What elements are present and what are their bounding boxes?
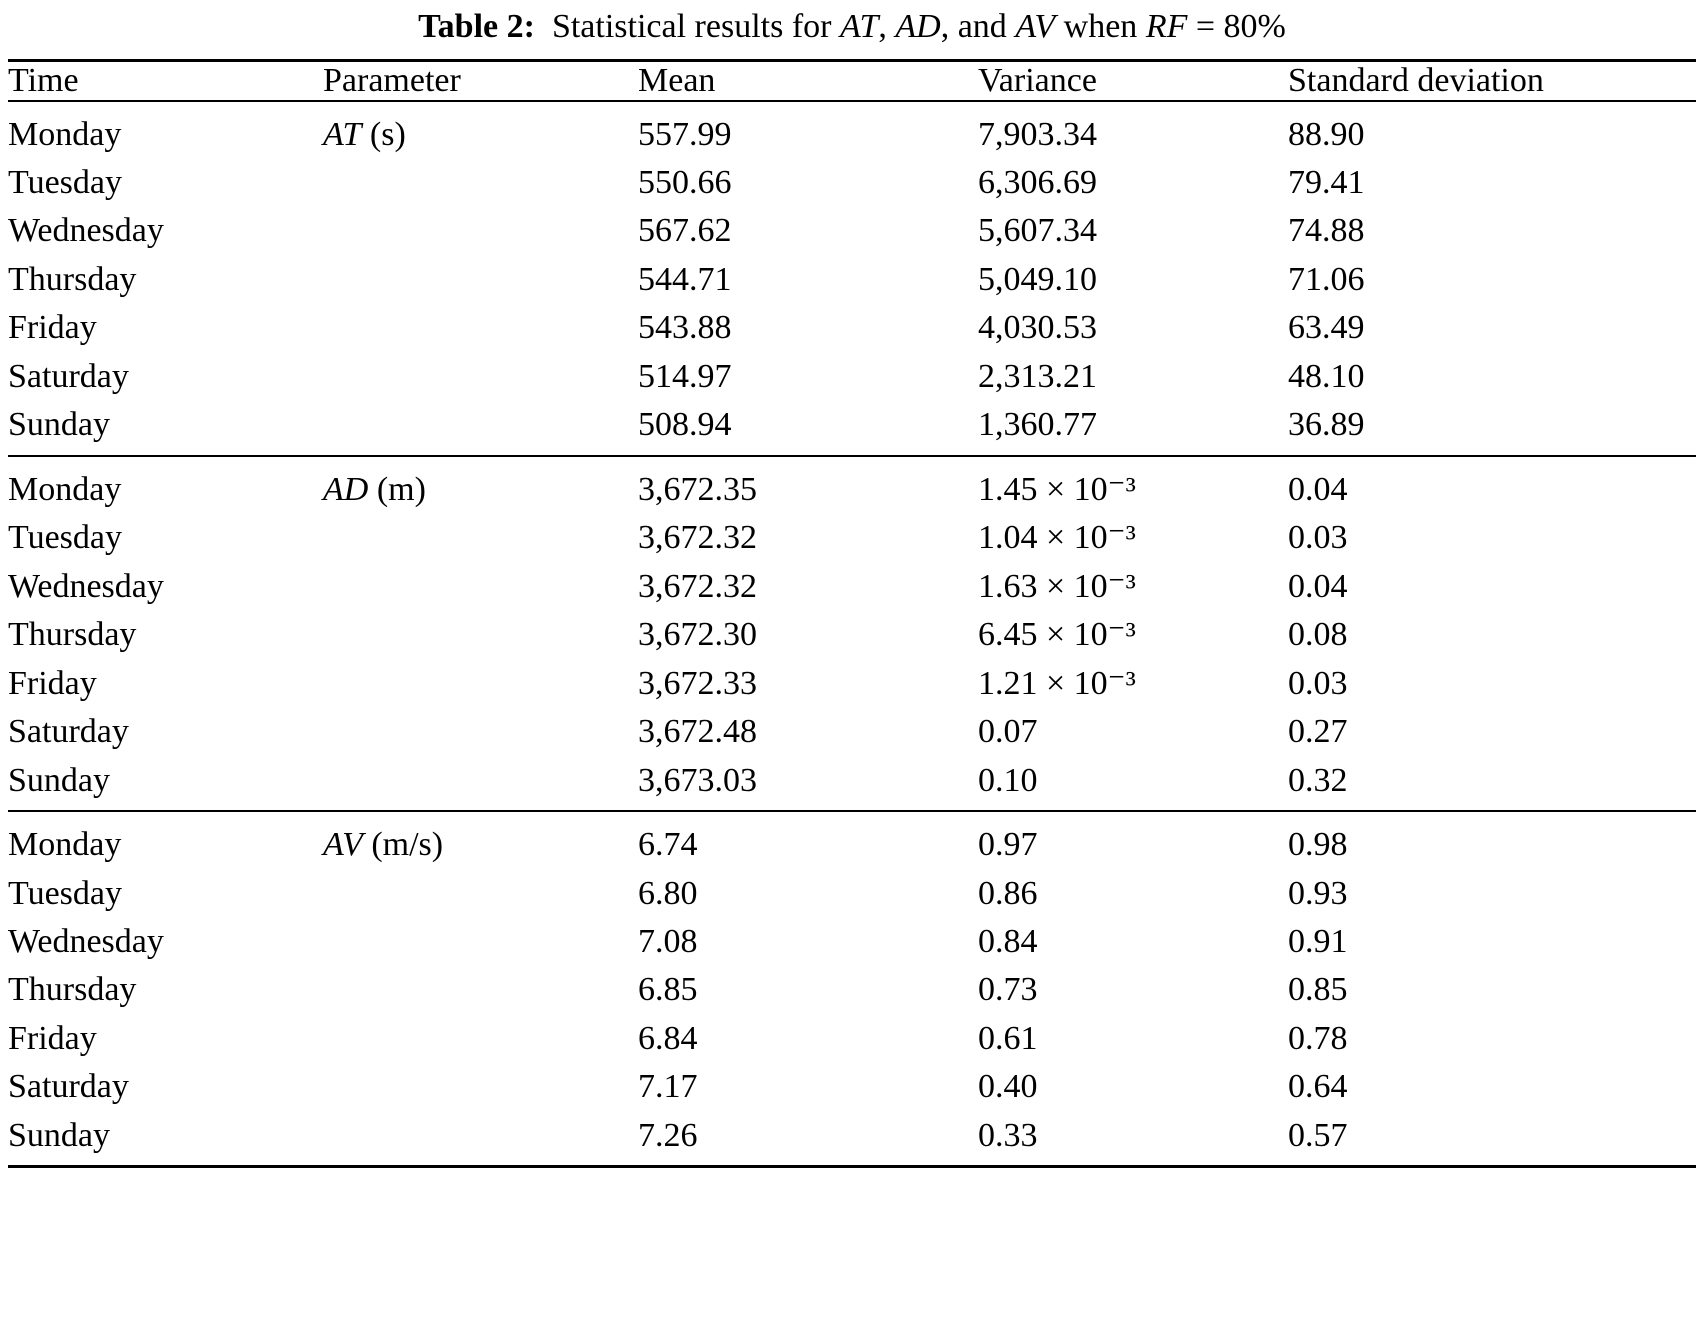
table-row: [8, 514, 1696, 562]
col-header-parameter: Parameter: [323, 61, 461, 99]
cell-parameter: [323, 966, 638, 1014]
caption-text: [543, 8, 1285, 45]
cell-mean: 3,672.30: [638, 616, 757, 654]
cell-std: 0.27: [1288, 713, 1348, 751]
col-header-mean: Mean: [638, 61, 716, 99]
table-row: [8, 708, 1696, 756]
cell-mean: 7.08: [638, 923, 698, 960]
cell-variance: 7,903.34: [978, 115, 1097, 153]
cell-time: Friday: [8, 664, 97, 702]
cell-mean: 544.71: [638, 260, 732, 298]
cell-time: Friday: [8, 1019, 97, 1057]
cell-time: Wednesday: [8, 923, 164, 960]
table-header: [8, 60, 1696, 102]
cell-time: Monday: [8, 115, 122, 153]
rule-bottom: [8, 1167, 1696, 1169]
caption-label: Table 2:: [418, 8, 535, 45]
cell-mean: 543.88: [638, 309, 732, 347]
caption-sep-1: ,: [878, 8, 896, 45]
cell-std: 0.03: [1288, 519, 1348, 557]
cell-mean: 557.99: [638, 115, 732, 153]
cell-variance: 5,607.34: [978, 212, 1097, 250]
table-body: [8, 102, 1696, 1169]
col-header-std: Standard deviation: [1288, 61, 1544, 99]
table-row: [8, 659, 1696, 707]
cell-parameter: [323, 1014, 638, 1062]
cell-variance: 1.21 × 10⁻³: [978, 664, 1136, 702]
cell-parameter: [323, 562, 638, 610]
cell-std: 0.98: [1288, 826, 1348, 864]
table-row: [8, 255, 1696, 303]
cell-mean: 6.74: [638, 826, 698, 864]
cell-time: Friday: [8, 309, 97, 347]
cell-time: Thursday: [8, 260, 137, 298]
cell-parameter: [323, 255, 638, 303]
cell-time: Wednesday: [8, 567, 164, 605]
cell-parameter: [323, 1063, 638, 1111]
cell-variance: 0.40: [978, 1068, 1038, 1106]
cell-std: 0.64: [1288, 1068, 1348, 1106]
cell-mean: 6.84: [638, 1019, 698, 1057]
cell-variance: 1.04 × 10⁻³: [978, 519, 1136, 557]
cell-time: Thursday: [8, 971, 137, 1009]
caption-param-at: AT: [839, 8, 879, 45]
cell-std: 0.57: [1288, 1116, 1348, 1154]
cell-std: 0.04: [1288, 470, 1348, 508]
cell-parameter: [323, 869, 638, 917]
cell-std: 48.10: [1288, 357, 1365, 395]
cell-variance: 1.45 × 10⁻³: [978, 470, 1136, 508]
cell-parameter: [323, 918, 638, 966]
cell-std: 0.03: [1288, 664, 1348, 702]
caption-param-ad: AD: [895, 8, 941, 45]
cell-mean: 514.97: [638, 357, 732, 395]
caption-post: = 80%: [1187, 8, 1286, 45]
cell-mean: 7.26: [638, 1116, 698, 1154]
cell-time: Saturday: [8, 357, 129, 395]
cell-time: Tuesday: [8, 519, 122, 557]
cell-mean: 3,672.48: [638, 713, 757, 751]
table-caption: [8, 4, 1696, 59]
cell-time: Saturday: [8, 1068, 129, 1106]
cell-time: Wednesday: [8, 212, 164, 250]
cell-time: Tuesday: [8, 163, 122, 201]
cell-mean: 3,672.32: [638, 567, 757, 605]
cell-std: 0.32: [1288, 761, 1348, 799]
cell-std: 0.78: [1288, 1019, 1348, 1057]
cell-parameter: [323, 207, 638, 255]
caption-pre: Statistical results for: [551, 8, 840, 45]
cell-parameter: [323, 812, 638, 869]
table-row: [8, 401, 1696, 456]
cell-std: 0.08: [1288, 616, 1348, 654]
cell-variance: 2,313.21: [978, 357, 1097, 395]
cell-parameter: [323, 659, 638, 707]
cell-time: Saturday: [8, 713, 129, 751]
cell-parameter: [323, 1111, 638, 1166]
cell-variance: 1,360.77: [978, 406, 1097, 444]
col-header-time: Time: [8, 61, 79, 99]
cell-variance: 0.73: [978, 971, 1038, 1009]
parameter-unit: (s): [369, 115, 406, 153]
cell-time: Tuesday: [8, 874, 122, 912]
cell-variance: 0.84: [978, 923, 1038, 960]
parameter-unit: (m): [376, 470, 426, 508]
cell-variance: 6.45 × 10⁻³: [978, 616, 1136, 654]
cell-variance: 0.33: [978, 1116, 1038, 1154]
statistics-table: [8, 59, 1696, 1169]
cell-std: 0.93: [1288, 874, 1348, 912]
caption-mid: when: [1055, 8, 1146, 45]
col-header-variance: Variance: [978, 61, 1097, 99]
cell-parameter: [323, 611, 638, 659]
cell-std: 0.85: [1288, 971, 1348, 1009]
parameter-unit: (m/s): [371, 826, 444, 864]
cell-mean: 6.85: [638, 971, 698, 1009]
table-row: [8, 966, 1696, 1014]
cell-time: Monday: [8, 826, 122, 864]
table-row: [8, 611, 1696, 659]
cell-std: 71.06: [1288, 260, 1365, 298]
cell-variance: 1.63 × 10⁻³: [978, 567, 1136, 605]
cell-mean: 508.94: [638, 406, 732, 444]
cell-variance: 0.61: [978, 1019, 1038, 1057]
caption-param-av: AV: [1015, 8, 1056, 45]
table-row: [8, 918, 1696, 966]
table-row: [8, 812, 1696, 869]
parameter-symbol: AV: [323, 826, 363, 864]
parameter-symbol: AD: [323, 470, 369, 508]
table-row: [8, 562, 1696, 610]
cell-variance: 0.10: [978, 761, 1038, 799]
cell-std: 0.04: [1288, 567, 1348, 605]
cell-mean: 3,672.32: [638, 519, 757, 557]
cell-std: 0.91: [1288, 923, 1348, 960]
cell-mean: 3,672.33: [638, 664, 757, 702]
table-row: [8, 352, 1696, 400]
cell-time: Sunday: [8, 406, 110, 444]
cell-parameter: [323, 401, 638, 456]
parameter-symbol: AT: [323, 115, 362, 153]
cell-std: 36.89: [1288, 406, 1365, 444]
cell-time: Sunday: [8, 761, 110, 799]
cell-time: Thursday: [8, 616, 137, 654]
cell-std: 63.49: [1288, 309, 1365, 347]
cell-mean: 6.80: [638, 874, 698, 912]
cell-variance: 5,049.10: [978, 260, 1097, 298]
cell-parameter: [323, 457, 638, 514]
table-row: [8, 207, 1696, 255]
cell-parameter: [323, 158, 638, 206]
cell-parameter: [323, 304, 638, 352]
table-row: [8, 304, 1696, 352]
cell-parameter: [323, 756, 638, 811]
cell-std: 74.88: [1288, 212, 1365, 250]
cell-variance: 0.97: [978, 826, 1038, 864]
cell-mean: 567.62: [638, 212, 732, 250]
cell-time: Monday: [8, 470, 122, 508]
header-row: [8, 62, 1696, 101]
table-row: [8, 158, 1696, 206]
table-row: [8, 1063, 1696, 1111]
cell-parameter: [323, 102, 638, 159]
cell-variance: 4,030.53: [978, 309, 1097, 347]
cell-variance: 0.07: [978, 713, 1038, 751]
cell-variance: 6,306.69: [978, 163, 1097, 201]
cell-parameter: [323, 352, 638, 400]
cell-mean: 7.17: [638, 1068, 698, 1106]
cell-mean: 3,673.03: [638, 761, 757, 799]
cell-std: 79.41: [1288, 163, 1365, 201]
cell-time: Sunday: [8, 1116, 110, 1154]
cell-mean: 550.66: [638, 163, 732, 201]
cell-std: 88.90: [1288, 115, 1365, 153]
cell-mean: 3,672.35: [638, 470, 757, 508]
table-row: [8, 457, 1696, 514]
table-row: [8, 102, 1696, 159]
cell-variance: 0.86: [978, 874, 1038, 912]
caption-sep-2: , and: [940, 8, 1016, 45]
table-row: [8, 1014, 1696, 1062]
table-row: [8, 1111, 1696, 1166]
table-row: [8, 756, 1696, 811]
caption-param-rf: RF: [1145, 8, 1188, 45]
cell-parameter: [323, 514, 638, 562]
cell-parameter: [323, 708, 638, 756]
table-row: [8, 869, 1696, 917]
